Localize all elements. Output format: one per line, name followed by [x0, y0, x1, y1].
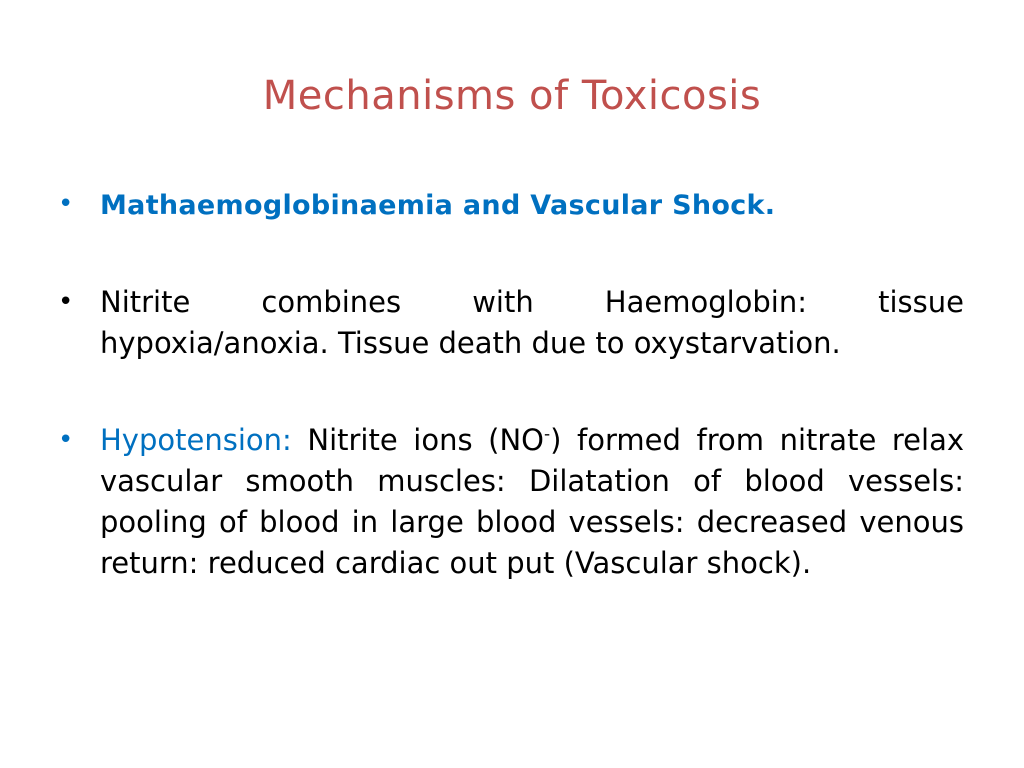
slide-title: Mechanisms of Toxicosis [262, 73, 762, 119]
bullet-line: hypoxia/anoxia. Tissue death due to oxystarvation. [100, 326, 841, 360]
bullet-item-nitrite [58, 282, 964, 364]
bullet-icon: • [58, 425, 74, 455]
word: combines [261, 285, 402, 319]
bullet-lead: Hypotension: [100, 423, 292, 457]
bullet-text-part2: ) formed from nitrate relax vascular smooth muscles: Dilatation of blood vessels: pooling of blood in large blood vessels: decreased venous return: reduced cardiac out put (Vascular shock). [100, 423, 965, 580]
bullet-icon: • [58, 189, 74, 219]
bullet-item-hypotension [58, 420, 964, 584]
bullet-text-part1: Nitrite ions (NO [291, 423, 544, 457]
word: Nitrite [100, 285, 191, 319]
word: Haemoglobin: [604, 285, 808, 319]
word: tissue [878, 285, 964, 319]
bullet-item-methaemoglobinaemia [58, 184, 964, 226]
word: with [472, 285, 534, 319]
bullet-heading: Mathaemoglobinaemia and Vascular Shock. [100, 190, 776, 221]
bullet-line-justified [100, 282, 964, 323]
bullet-list [58, 184, 964, 584]
bullet-icon: • [58, 287, 74, 317]
superscript-minus: - [544, 424, 551, 445]
